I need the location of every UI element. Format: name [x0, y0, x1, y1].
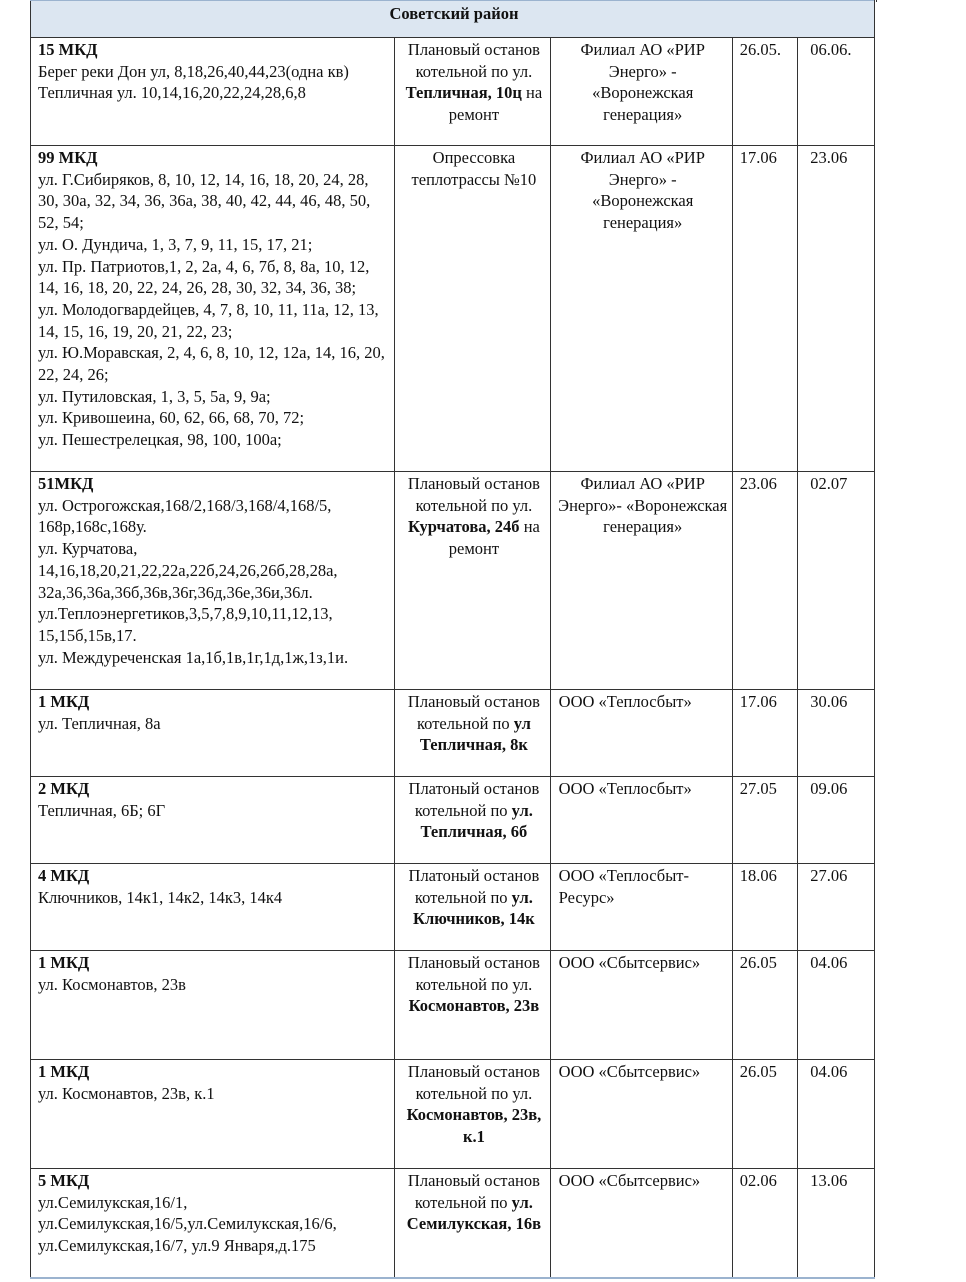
reason-text: Плановый останов котельной по ул.	[407, 953, 540, 994]
boiler-address: ул. Ключников, 14к	[413, 887, 535, 929]
table-row	[31, 146, 875, 472]
building-count: 1 МКД	[38, 953, 90, 972]
address-line: ул. Тепличная, 8а	[38, 713, 161, 733]
start-date: 18.06	[732, 864, 797, 951]
address-line: ул. Острогожская,168/2,168/3,168/4,168/5, 168р,168с,168у.	[38, 495, 332, 537]
organization-cell: ООО «Сбытсервис»	[550, 1060, 732, 1169]
address-line: ул. Курчатова, 14,16,18,20,21,22,22а,22б,24,26,26б,28,28а, 32а,36,36а,36б,36в,36г,36д,36е,36и,36л.	[38, 539, 338, 602]
address-line: Тепличная ул. 10,14,16,20,22,24,28,6,8	[38, 83, 306, 103]
start-date: 23.06	[732, 472, 797, 690]
address-cell	[31, 472, 395, 690]
table-row	[31, 1060, 875, 1169]
reason-text: Плановый останов котельной по	[407, 692, 540, 733]
table-row	[31, 1169, 875, 1279]
address-line: ул.Теплоэнергетиков,3,5,7,8,9,10,11,12,13, 15,15б,15в,17.	[38, 604, 333, 645]
organization-cell: ООО «Сбытсервис»	[550, 1169, 732, 1279]
reason-text: Платоный останов котельной по	[408, 866, 540, 907]
start-date: 17.06	[732, 690, 797, 777]
address-cell	[31, 38, 395, 146]
address-cell	[31, 1169, 395, 1279]
table-row	[31, 690, 875, 777]
end-date: 04.06	[798, 1060, 875, 1169]
address-cell	[31, 777, 395, 864]
reason-cell	[395, 777, 550, 864]
boiler-address: ул. Тепличная, 6б	[420, 800, 533, 842]
building-count: 51МКД	[38, 474, 94, 493]
boiler-address: Курчатова, 24б	[407, 517, 520, 537]
address-line: ул. Кривошеина, 60, 62, 66, 68, 70, 72;	[38, 408, 305, 428]
end-date: 04.06	[798, 951, 875, 1060]
boiler-address: ул Тепличная, 8к	[419, 713, 531, 755]
end-date: 23.06	[798, 146, 875, 472]
address-cell	[31, 951, 395, 1060]
end-date: 30.06	[798, 690, 875, 777]
boiler-address: Космонавтов, 23в, к.1	[406, 1105, 542, 1147]
address-line: ул. Пешестрелецкая, 98, 100, 100а;	[38, 430, 282, 450]
address-cell	[31, 690, 395, 777]
organization-cell: ООО «Теплосбыт»	[550, 690, 732, 777]
shutdown-schedule-table	[30, 0, 875, 1279]
start-date: 27.05	[732, 777, 797, 864]
district-header-row	[31, 1, 875, 38]
organization-cell: ООО «Сбытсервис»	[550, 951, 732, 1060]
building-count: 2 МКД	[38, 779, 90, 798]
reason-cell	[395, 1060, 550, 1169]
boiler-address: Тепличная, 10ц	[405, 83, 522, 103]
end-date: 13.06	[798, 1169, 875, 1279]
address-line: ул. Путиловская, 1, 3, 5, 5а, 9, 9а;	[38, 386, 271, 406]
start-date: 17.06	[732, 146, 797, 472]
address-cell	[31, 864, 395, 951]
building-count: 5 МКД	[38, 1171, 90, 1190]
reason-cell	[395, 1169, 550, 1279]
start-date: 26.05	[732, 1060, 797, 1169]
boiler-address: Космонавтов, 23в	[408, 996, 540, 1016]
organization-cell: Филиал АО «РИР Энерго» - «Воронежская генерация»	[550, 146, 732, 472]
building-count: 1 МКД	[38, 1062, 90, 1081]
start-date: 26.05.	[732, 38, 797, 146]
end-date: 09.06	[798, 777, 875, 864]
building-count: 1 МКД	[38, 692, 90, 711]
reason-text: Плановый останов котельной по ул.	[407, 1062, 540, 1103]
boiler-address: ул. Семилукская, 16в	[406, 1192, 542, 1234]
organization-cell: Филиал АО «РИР Энерго»- «Воронежская генерация»	[550, 472, 732, 690]
address-line: ул.Семилукская,16/1, ул.Семилукская,16/5,ул.Семилукская,16/6, ул.Семилукская,16/7, ул.9 Января,д.175	[38, 1192, 337, 1256]
address-line: ул. Молодогвардейцев, 4, 7, 8, 10, 11, 11а, 12, 13, 14, 15, 16, 19, 20, 21, 22, 23;	[38, 299, 379, 341]
reason-cell	[395, 951, 550, 1060]
reason-text: Платоный останов котельной по	[408, 779, 540, 820]
address-line: Ключников, 14к1, 14к2, 14к3, 14к4	[38, 887, 283, 907]
organization-cell: ООО «Теплосбыт-Ресурс»	[550, 864, 732, 951]
table-row	[31, 777, 875, 864]
building-count: 99 МКД	[38, 148, 98, 167]
organization-cell: ООО «Теплосбыт»	[550, 777, 732, 864]
start-date: 02.06	[732, 1169, 797, 1279]
reason-suffix: на ремонт	[448, 517, 540, 559]
reason-cell	[395, 146, 550, 472]
building-count: 15 МКД	[38, 40, 98, 59]
address-line: ул. Космонавтов, 23в, к.1	[38, 1083, 215, 1103]
address-line: ул. Междуреченская 1а,1б,1в,1г,1д,1ж,1з,1и.	[38, 647, 349, 667]
address-line: Тепличная, 6Б; 6Г	[38, 800, 166, 820]
address-line: Берег реки Дон ул, 8,18,26,40,44,23(одна кв)	[38, 61, 349, 81]
address-line: ул. Г.Сибиряков, 8, 10, 12, 14, 16, 18, 20, 24, 28, 30, 30а, 32, 34, 36, 36а, 38, 40, 42, 44, 46, 48, 50, 52, 54;	[38, 169, 371, 233]
reason-text: Плановый останов котельной по ул.	[407, 40, 540, 81]
address-cell	[31, 1060, 395, 1169]
reason-cell	[395, 690, 550, 777]
address-line: ул. О. Дундича, 1, 3, 7, 9, 11, 15, 17, 21;	[38, 234, 313, 254]
table-row	[31, 38, 875, 146]
table-row	[31, 472, 875, 690]
reason-cell	[395, 864, 550, 951]
end-date: 06.06.	[798, 38, 875, 146]
reason-suffix: на ремонт	[448, 83, 543, 125]
reason-cell	[395, 472, 550, 690]
address-line: ул. Космонавтов, 23в	[38, 974, 186, 994]
start-date: 26.05	[732, 951, 797, 1060]
building-count: 4 МКД	[38, 866, 90, 885]
table-row	[31, 951, 875, 1060]
end-date: 02.07	[798, 472, 875, 690]
organization-cell: Филиал АО «РИР Энерго» - «Воронежская генерация»	[550, 38, 732, 146]
reason-text: Плановый останов котельной по	[407, 1171, 540, 1212]
table-row	[31, 864, 875, 951]
address-cell	[31, 146, 395, 472]
reason-cell	[395, 38, 550, 146]
address-line: ул. Ю.Моравская, 2, 4, 6, 8, 10, 12, 12а, 14, 16, 20, 22, 24, 26;	[38, 343, 385, 385]
address-line: ул. Пр. Патриотов,1, 2, 2а, 4, 6, 7б, 8, 8а, 10, 12, 14, 16, 18, 20, 22, 24, 26, 28, 30, 32, 34, 36, 38;	[38, 256, 370, 298]
reason-text: Опрессовка теплотрассы №10	[411, 148, 537, 189]
end-date: 27.06	[798, 864, 875, 951]
district-name: Советский район	[31, 1, 875, 38]
reason-text: Плановый останов котельной по ул.	[407, 474, 540, 515]
